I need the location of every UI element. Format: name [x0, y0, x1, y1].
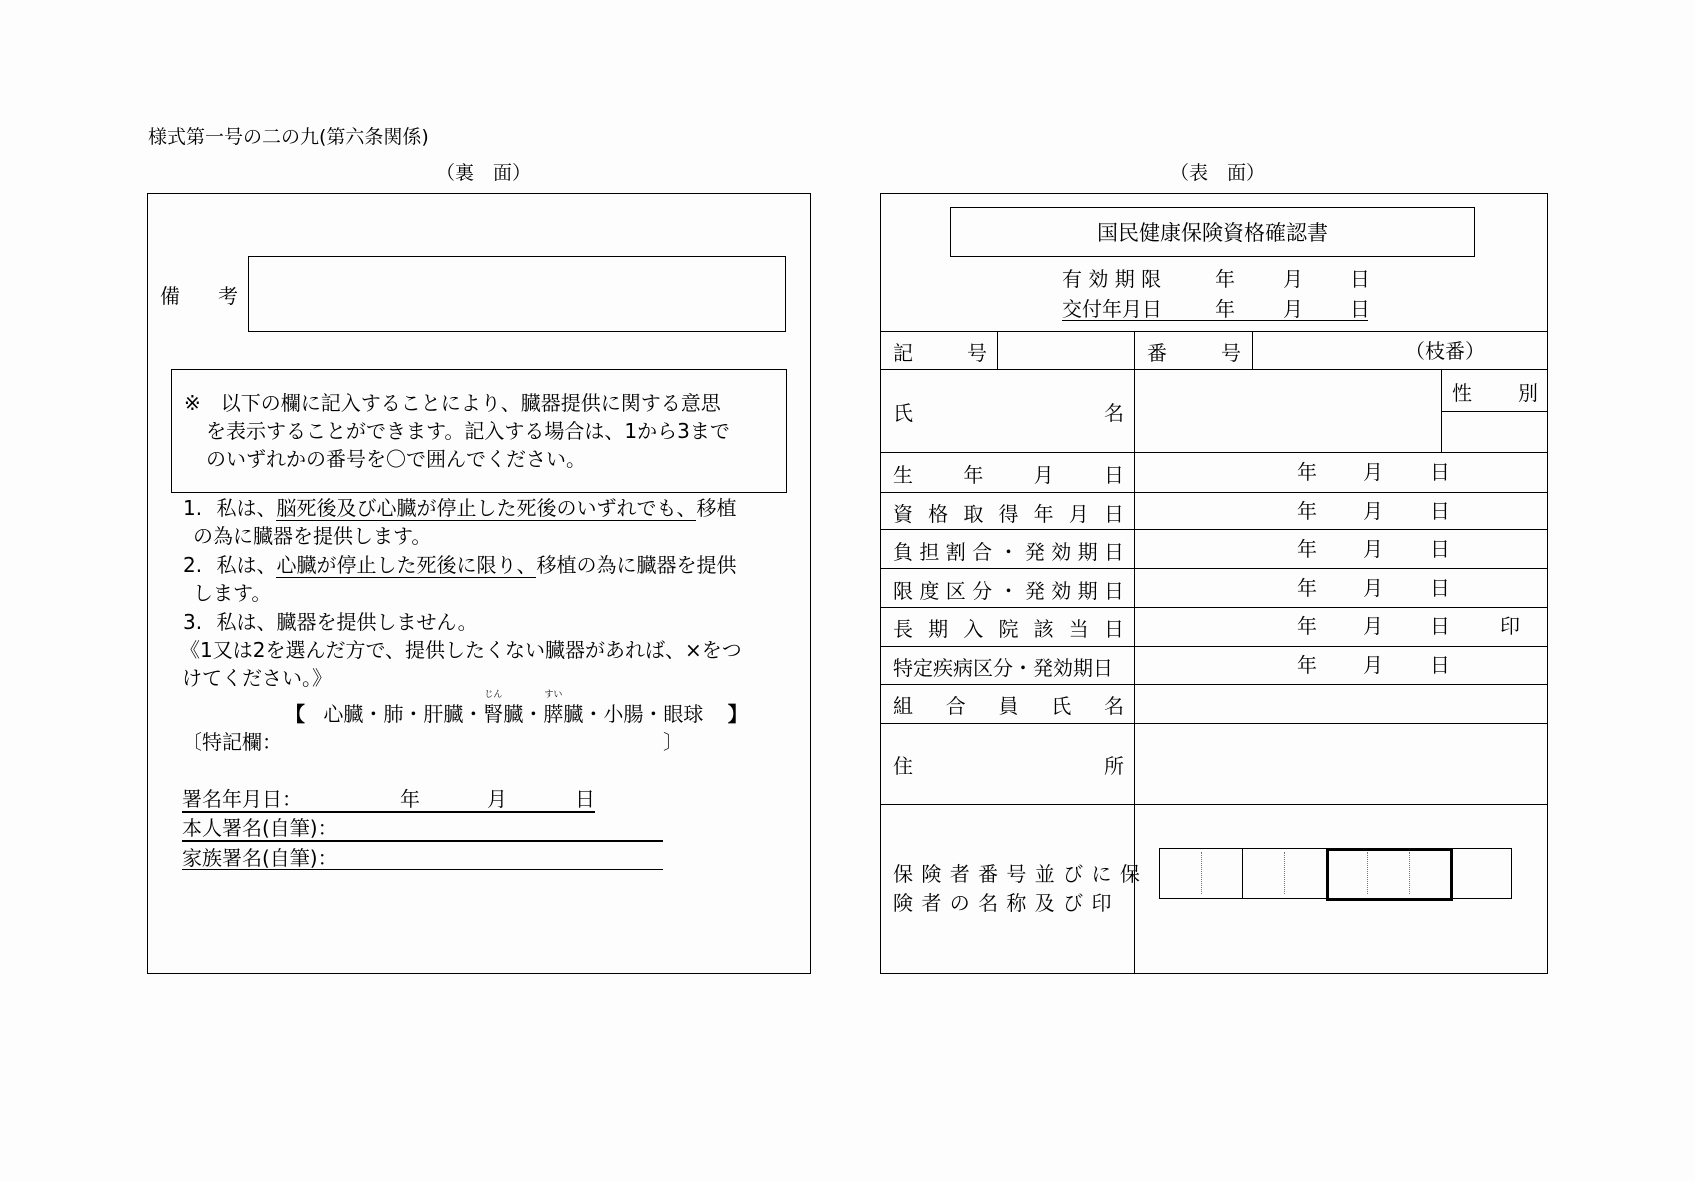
month-label: 月 — [1283, 267, 1303, 291]
label-char: 期 — [928, 616, 949, 641]
remarks-label-char: 考 — [218, 283, 238, 308]
option-1-continuation: の為に臓器を提供します。 — [193, 524, 432, 548]
exclusion-note-line-1: 《1又は2を選んだ方で、提供したくない臓器があれば、×をつ — [180, 638, 742, 662]
back-side-label: （裏 面） — [436, 162, 532, 184]
insurer-number-highlight-box — [1326, 848, 1453, 901]
organ-kidney[interactable] — [483, 690, 504, 726]
organ-pancreas-rest: 臓 — [563, 702, 584, 726]
label-char: 入 — [963, 616, 984, 641]
month-label: 月 — [1363, 460, 1383, 484]
qualification-date-label — [893, 499, 1124, 525]
qualification-date-field[interactable] — [1136, 499, 1546, 525]
row-divider — [880, 529, 1548, 530]
organ-pancreas[interactable] — [543, 690, 564, 726]
option-prefix: 私は、 — [216, 553, 277, 577]
self-signature-label: 本人署名(自筆)： — [182, 816, 338, 840]
label-char: 効 — [1051, 578, 1072, 603]
year-label: 年 — [1297, 460, 1317, 484]
issue-date[interactable] — [1062, 297, 1368, 321]
name-field[interactable] — [1136, 371, 1440, 451]
signature-date-field[interactable] — [182, 787, 595, 813]
label-char: 組 — [893, 693, 913, 718]
label-char: 番 — [1147, 340, 1167, 365]
month-label: 月 — [487, 787, 507, 811]
option-number: 1. — [183, 496, 203, 520]
year-label: 年 — [1215, 267, 1235, 291]
month-label: 月 — [1363, 653, 1383, 677]
label-char: 日 — [1104, 578, 1124, 603]
label-char: 日 — [1103, 462, 1124, 487]
digit-guide-dotted-line — [1201, 852, 1202, 894]
label-char: 当 — [1068, 616, 1089, 641]
address-label — [893, 751, 1124, 777]
limit-category-field[interactable] — [1136, 576, 1546, 602]
special-note-open: 〔特記欄： — [182, 730, 282, 754]
day-label: 日 — [575, 787, 595, 811]
label-char: 別 — [1518, 380, 1538, 405]
label-char: 生 — [893, 462, 913, 487]
col-divider — [1252, 331, 1253, 369]
remarks-label-char: 備 — [160, 283, 180, 308]
gender-field[interactable] — [1443, 413, 1546, 451]
label-char: 資 — [893, 501, 913, 526]
self-signature-field[interactable] — [182, 816, 663, 842]
ruby-base: 腎 — [483, 702, 504, 726]
col-divider — [1441, 369, 1442, 452]
gender-label — [1452, 378, 1538, 404]
label-char: 院 — [998, 616, 1019, 641]
day-label: 日 — [1430, 614, 1450, 638]
label-char: 氏 — [893, 400, 913, 425]
burden-ratio-label — [893, 537, 1124, 563]
form-title: 様式第一号の二の九(第六条関係) — [148, 126, 429, 148]
row-divider — [880, 492, 1548, 493]
signature-date-label: 署名年月日： — [182, 787, 302, 811]
separator: ・ — [583, 702, 604, 726]
label-char: 発 — [1024, 539, 1045, 564]
label-char: 月 — [1033, 462, 1054, 487]
option-1[interactable] — [183, 496, 736, 520]
row-divider — [880, 331, 1548, 332]
year-label: 年 — [1297, 653, 1317, 677]
label-char: 月 — [1068, 501, 1089, 526]
row-divider — [880, 568, 1548, 569]
insurer-digit-divider — [1242, 848, 1243, 899]
organ-small-intestine[interactable]: 小腸 — [603, 702, 644, 726]
organ-list — [285, 690, 748, 726]
label-char: 度 — [919, 578, 940, 603]
card-title: 国民健康保険資格確認書 — [950, 207, 1475, 257]
option-underlined: 脳死後及び心臓が停止した死後のいずれでも、 — [276, 496, 697, 520]
birthdate-field[interactable] — [1136, 460, 1546, 486]
digit-guide-dotted-line — [1284, 852, 1285, 894]
label-char: 格 — [928, 501, 949, 526]
month-label: 月 — [1283, 297, 1303, 321]
label-char: 割 — [945, 539, 966, 564]
burden-ratio-field[interactable] — [1136, 537, 1546, 563]
label-char: ・ — [998, 578, 1019, 603]
label-char: 員 — [998, 693, 1019, 718]
organ-liver[interactable]: 肝臓 — [423, 702, 464, 726]
number-label — [1147, 338, 1241, 364]
ruby-base: 膵 — [543, 702, 564, 726]
special-note-field[interactable] — [290, 730, 660, 754]
option-number: 2. — [183, 553, 203, 577]
organ-kidney-rest: 臓 — [503, 702, 524, 726]
label-char: ・ — [998, 539, 1019, 564]
option-3[interactable] — [183, 610, 478, 634]
row-divider — [880, 684, 1548, 685]
member-name-label — [893, 691, 1124, 717]
row-divider — [880, 607, 1548, 608]
label-char: 合 — [945, 693, 966, 718]
month-label: 月 — [1363, 614, 1383, 638]
label-char: 記 — [893, 340, 913, 365]
day-label: 日 — [1430, 653, 1450, 677]
option-underlined: 心臓が停止した死後に限り、 — [276, 553, 537, 577]
year-label: 年 — [1297, 576, 1317, 600]
label-char: 日 — [1104, 539, 1124, 564]
month-label: 月 — [1363, 576, 1383, 600]
address-field[interactable] — [1136, 725, 1546, 803]
day-label: 日 — [1350, 297, 1370, 321]
exclusion-note-line-2: けてください。》 — [182, 666, 332, 690]
row-divider — [880, 369, 1548, 370]
notice-line-1: ※ 以下の欄に記入することにより、臓器提供に関する意思 — [184, 391, 721, 415]
separator: ・ — [363, 702, 384, 726]
label-char: 号 — [967, 340, 987, 365]
day-label: 日 — [1350, 267, 1370, 291]
issue-date-label: 交付年月日 — [1062, 297, 1162, 321]
label-char: 住 — [893, 753, 913, 778]
year-label: 年 — [1297, 537, 1317, 561]
branch-number-label: （枝番） — [1405, 339, 1485, 363]
seal-label: 印 — [1500, 614, 1520, 638]
label-char: 限 — [893, 578, 913, 603]
label-char: 担 — [919, 539, 940, 564]
row-divider — [1441, 411, 1548, 412]
label-char: 得 — [998, 501, 1019, 526]
insurer-label-line-1: 保 険 者 番 号 並 び に 保 — [893, 862, 1141, 886]
label-char: 合 — [972, 539, 993, 564]
separator: ・ — [643, 702, 664, 726]
separator: ・ — [523, 702, 544, 726]
organ-bracket-close: 】 — [727, 702, 748, 726]
option-number: 3. — [183, 610, 203, 634]
label-char: 年 — [1033, 501, 1054, 526]
label-char: 取 — [963, 501, 984, 526]
label-char: 期 — [1077, 539, 1098, 564]
organ-eyeball[interactable]: 眼球 — [663, 702, 704, 726]
validity-label: 有 効 期 限 — [1062, 267, 1162, 291]
organ-lung[interactable]: 肺 — [383, 702, 404, 726]
label-char: 発 — [1024, 578, 1045, 603]
day-label: 日 — [1430, 499, 1450, 523]
label-char: 号 — [1221, 340, 1241, 365]
symbol-label — [893, 338, 987, 364]
label-char: 期 — [1077, 578, 1098, 603]
year-label: 年 — [1215, 297, 1235, 321]
option-2-continuation: します。 — [193, 581, 272, 605]
remarks-label — [160, 281, 238, 307]
long-term-hospitalization-field[interactable] — [1136, 614, 1546, 640]
option-2[interactable] — [183, 553, 736, 577]
row-divider — [880, 723, 1548, 724]
day-label: 日 — [1430, 460, 1450, 484]
family-signature-field[interactable] — [182, 846, 663, 870]
label-char: 名 — [1104, 693, 1124, 718]
digit-guide-dotted-line — [1409, 852, 1410, 894]
specified-disease-label — [893, 653, 1124, 679]
label-char: 該 — [1033, 616, 1054, 641]
insurer-label-line-2: 険 者 の 名 称 及 び 印 — [893, 891, 1113, 915]
notice-line-3: のいずれかの番号を〇で囲んでください。 — [206, 447, 586, 471]
organ-bracket-open: 【 — [285, 702, 305, 726]
label-char: 分 — [972, 578, 993, 603]
day-label: 日 — [1430, 576, 1450, 600]
col-divider — [997, 331, 998, 369]
label-char: 性 — [1452, 380, 1472, 405]
label-char: 負 — [893, 539, 913, 564]
option-prefix: 私は、臓器を提供しません。 — [216, 610, 478, 634]
digit-guide-dotted-line — [1367, 852, 1368, 894]
year-label: 年 — [1297, 499, 1317, 523]
birthdate-label — [893, 460, 1124, 486]
number-field[interactable] — [1254, 333, 1546, 368]
limit-category-label — [893, 576, 1124, 602]
long-term-hospitalization-label — [893, 614, 1124, 640]
ruby-text: すい — [544, 690, 563, 700]
symbol-field[interactable] — [999, 333, 1132, 368]
ruby-text: じん — [484, 690, 503, 700]
remarks-field[interactable] — [248, 256, 786, 332]
option-suffix: 移植 — [696, 496, 737, 520]
year-label: 年 — [400, 787, 420, 811]
special-note-close: 〕 — [663, 730, 683, 754]
option-prefix: 私は、 — [216, 496, 277, 520]
label-char: 日 — [1103, 616, 1124, 641]
member-name-field[interactable] — [1136, 686, 1546, 722]
specified-disease-field[interactable] — [1136, 653, 1546, 679]
month-label: 月 — [1363, 537, 1383, 561]
label-char: 名 — [1104, 400, 1124, 425]
label-char: 長 — [893, 616, 913, 641]
organ-heart[interactable]: 心臓 — [323, 702, 364, 726]
day-label: 日 — [1430, 537, 1450, 561]
separator: ・ — [403, 702, 424, 726]
month-label: 月 — [1363, 499, 1383, 523]
row-divider — [880, 452, 1548, 453]
row-divider — [880, 646, 1548, 647]
label-text: 特定疾病区分・発効期日 — [893, 655, 1113, 680]
label-char: 区 — [945, 578, 966, 603]
row-divider — [880, 804, 1548, 805]
name-label — [893, 398, 1124, 424]
option-suffix: 移植の為に臓器を提供 — [536, 553, 737, 577]
label-char: 氏 — [1051, 693, 1072, 718]
label-char: 所 — [1104, 753, 1124, 778]
label-char: 効 — [1051, 539, 1072, 564]
front-side-label: （表 面） — [1170, 162, 1266, 184]
year-label: 年 — [1297, 614, 1317, 638]
family-signature-label: 家族署名(自筆)： — [182, 846, 338, 870]
label-char: 年 — [963, 462, 984, 487]
notice-line-2: を表示することができます。記入する場合は、1から3まで — [206, 419, 730, 443]
validity-period[interactable] — [1062, 267, 1368, 291]
separator: ・ — [463, 702, 484, 726]
label-char: 日 — [1103, 501, 1124, 526]
